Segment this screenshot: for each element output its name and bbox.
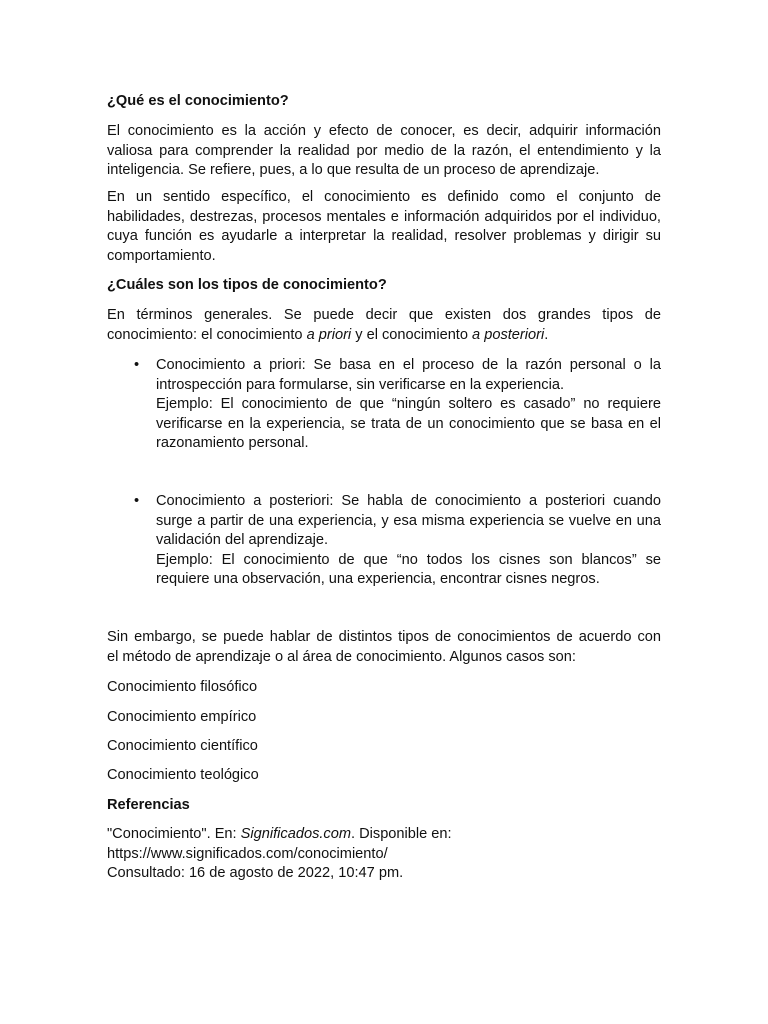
emphasis-a-priori: a priori xyxy=(306,326,352,343)
paragraph-line: El conocimiento es la acción y efecto de conocer, es decir, adquirir información xyxy=(107,123,661,139)
heading-references: Referencias xyxy=(107,797,190,813)
paragraph-line: cuya función es ayudarle a interpretar la realidad, resolver problemas y dirigir su xyxy=(107,228,661,244)
paragraph-line: Sin embargo, se puede hablar de distintos tipos de conocimientos de acuerdo con xyxy=(107,629,661,645)
bullet-line: Ejemplo: El conocimiento de que “ningún soltero es casado” no requiere xyxy=(156,396,661,412)
paragraph-line: En términos generales. Se puede decir que existen dos grandes tipos de xyxy=(107,307,661,323)
paragraph-line: comportamiento. xyxy=(107,247,216,264)
bullet-text xyxy=(156,492,661,590)
text-run: y el conocimiento xyxy=(351,326,473,343)
paragraph-two-types xyxy=(107,306,661,345)
bullet-line: surge a partir de una experiencia, y esa misma experiencia se vuelve en una xyxy=(156,512,661,529)
emphasis-a-posteriori: a posteriori xyxy=(472,326,545,343)
paragraph-line: valiosa para comprender la realidad por medio de la razón, el entendimiento y la xyxy=(107,142,661,159)
reference-consulted: Consultado: 16 de agosto de 2022, 10:47 pm. xyxy=(107,865,404,881)
type-theological: Conocimiento teológico xyxy=(107,767,259,783)
bullet-icon: • xyxy=(134,493,140,509)
paragraph-line: En un sentido específico, el conocimiento es definido como el conjunto de xyxy=(107,189,661,205)
text-run: conocimiento: el conocimiento xyxy=(107,326,307,343)
bullet-line: Ejemplo: El conocimiento de que “no todos los cisnes son blancos” se xyxy=(156,551,661,568)
paragraph-line: el método de aprendizaje o al área de conocimiento. Algunos casos son: xyxy=(107,648,576,665)
bullet-icon: • xyxy=(134,357,140,373)
bullet-line: validación del aprendizaje. xyxy=(156,532,328,548)
paragraph-line xyxy=(107,326,661,346)
reference-url: https://www.significados.com/conocimiento/ xyxy=(107,845,388,862)
bullet-line: verificarse en la experiencia, se trata de un conocimiento que se basa en el xyxy=(156,415,661,432)
type-philosophical: Conocimiento filosófico xyxy=(107,679,258,695)
paragraph-line: inteligencia. Se refiere, pues, a lo que resulta de un proceso de aprendizaje. xyxy=(107,162,600,178)
text-run: . xyxy=(544,326,549,343)
type-scientific: Conocimiento científico xyxy=(107,738,258,754)
bullet-line: introspección para formularse, sin verificarse en la experiencia. xyxy=(156,376,565,393)
heading-what-is-knowledge: ¿Qué es el conocimiento? xyxy=(107,93,289,109)
paragraph-definition xyxy=(107,122,661,181)
paragraph-specific-sense xyxy=(107,188,661,266)
paragraph-other-types xyxy=(107,628,661,667)
type-empirical: Conocimiento empírico xyxy=(107,709,257,725)
reference-source-line xyxy=(107,825,661,845)
reference-entry xyxy=(107,825,661,884)
bullet-line: Conocimiento a posteriori: Se habla de conocimiento a posteriori cuando xyxy=(156,493,661,509)
bullet-line: razonamiento personal. xyxy=(156,435,309,451)
bullet-text xyxy=(156,356,661,454)
bullet-line: Conocimiento a priori: Se basa en el proceso de la razón personal o la xyxy=(156,357,661,373)
heading-knowledge-types: ¿Cuáles son los tipos de conocimiento? xyxy=(107,277,387,293)
bullet-line: requiere una observación, una experiencia, encontrar cisnes negros. xyxy=(156,571,600,587)
emphasis-site-name: Significados.com xyxy=(240,826,351,842)
paragraph-line: habilidades, destrezas, procesos mentales e información adquiridos por el individuo, xyxy=(107,208,661,225)
text-run: "Conocimiento". En: xyxy=(107,826,241,842)
text-run: . Disponible en: xyxy=(351,826,452,842)
